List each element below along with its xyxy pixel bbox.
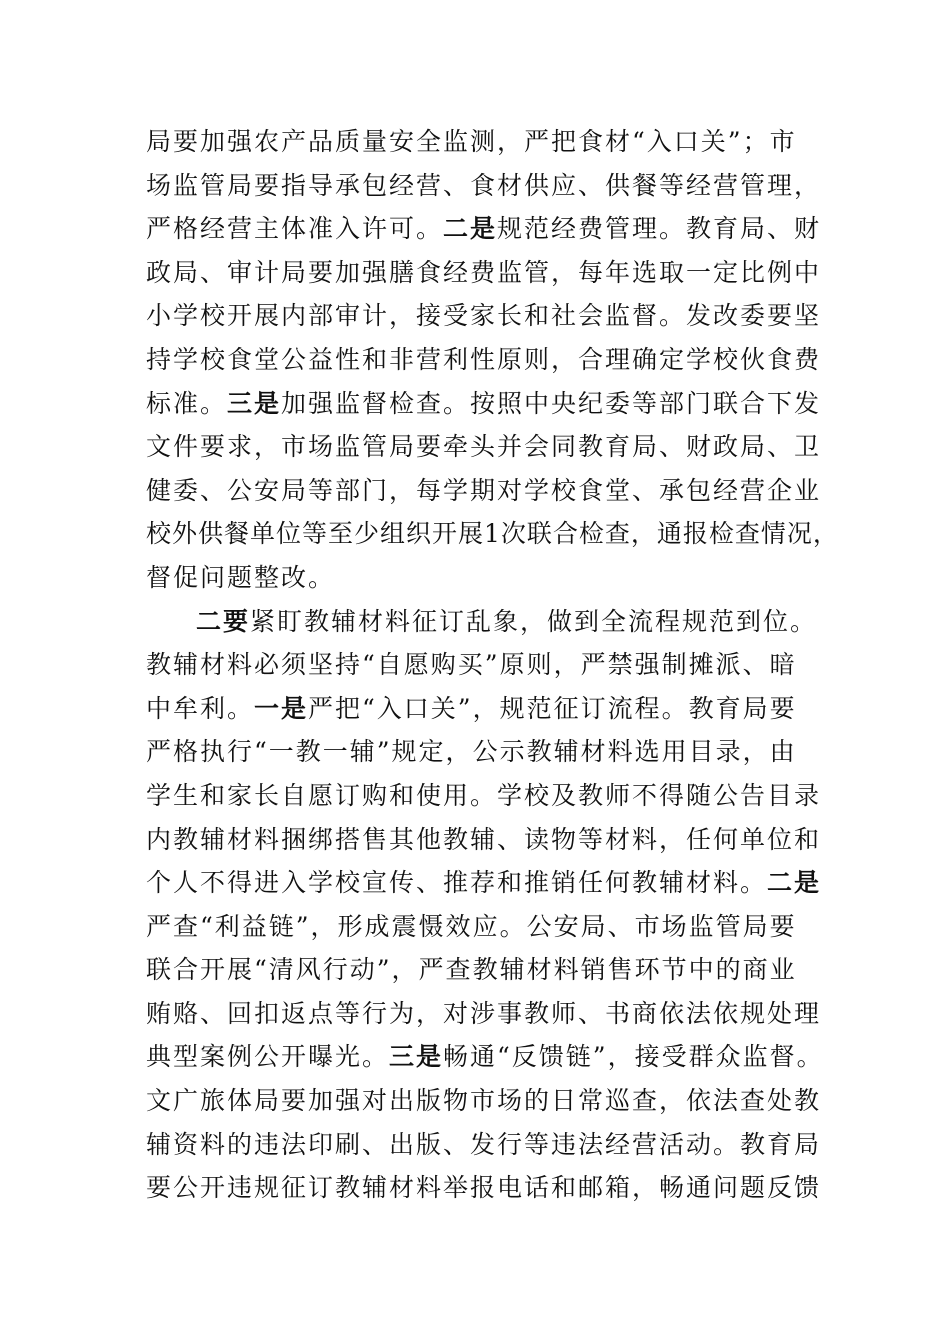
text-segment: 健委、公安局等部门，每学期对学校食堂、承包经营企业 [146, 475, 822, 505]
text-segment: 要公开违规征订教辅材料举报电话和邮箱，畅通问题反馈 [146, 1173, 822, 1203]
ordinal-emphasis: 二是 [443, 214, 498, 244]
text-segment: 文广旅体局要加强对出版物市场的日常巡查，依法查处教 [146, 1086, 822, 1116]
text-segment: 规范经费管理。教育局、财 [497, 214, 822, 244]
ordinal-emphasis: 一是 [254, 693, 309, 723]
text-segment: 典型案例公开曝光。 [146, 1042, 390, 1072]
text-segment: 严格经营主体准入许可。 [146, 214, 444, 244]
text-segment: 个人不得进入学校宣传、推荐和推销任何教辅材料。 [146, 868, 768, 898]
text-line [146, 556, 818, 600]
text-segment: 紧盯教辅材料征订乱象，做到全流程规范到位。 [250, 606, 818, 636]
ordinal-emphasis: 三是 [389, 1042, 444, 1072]
paragraph-heading-emphasis: 二要 [196, 606, 251, 636]
text-segment: 学生和家长自愿订购和使用。学校及教师不得随公告目录 [146, 780, 822, 810]
text-segment: 政局、审计局要加强膳食经费监管，每年选取一定比例中 [146, 257, 822, 287]
text-segment: 中牟利。 [146, 693, 255, 723]
body-text [146, 120, 839, 1210]
text-segment: 贿赂、回扣返点等行为，对涉事教师、书商依法依规处理 [146, 998, 822, 1028]
text-line [146, 120, 818, 164]
text-line [146, 425, 822, 469]
text-segment: 辅资料的违法印刷、出版、发行等违法经营活动。教育局 [146, 1129, 822, 1159]
text-line [146, 164, 822, 208]
text-line [146, 905, 818, 949]
text-line [146, 730, 818, 774]
text-line [146, 1123, 822, 1167]
ordinal-emphasis: 三是 [227, 388, 282, 418]
text-segment: 严把“入口关”，规范征订流程。教育局要 [308, 693, 797, 723]
text-segment: 持学校食堂公益性和非营利性原则，合理确定学校伙食费 [146, 344, 822, 374]
text-segment: 联合开展“清风行动”，严查教辅材料销售环节中的商业 [146, 955, 797, 985]
text-segment: 严查“利益链”，形成震慑效应。公安局、市场监管局要 [146, 911, 797, 941]
text-line [146, 1166, 822, 1210]
text-line [146, 861, 822, 905]
text-segment: 文件要求，市场监管局要牵头并会同教育局、财政局、卫 [146, 432, 822, 462]
text-line [146, 469, 822, 513]
text-line [146, 992, 822, 1036]
text-line [146, 818, 822, 862]
text-segment: 加强监督检查。按照中央纪委等部门联合下发 [281, 388, 822, 418]
text-segment: 局要加强农产品质量安全监测，严把食材“入口关”；市 [146, 127, 797, 156]
text-line [146, 1079, 822, 1123]
text-segment: 场监管局要指导承包经营、食材供应、供餐等经营管理， [146, 170, 822, 200]
text-line [146, 382, 822, 426]
text-line [146, 948, 818, 992]
text-segment: 教辅材料必须坚持“自愿购买”原则，严禁强制摊派、暗 [146, 650, 797, 680]
text-line [146, 774, 822, 818]
text-line [146, 1035, 824, 1079]
text-line [146, 687, 818, 731]
text-line [146, 294, 822, 338]
text-line [146, 207, 822, 251]
text-segment: 标准。 [146, 388, 228, 418]
ordinal-emphasis: 二是 [767, 868, 822, 898]
text-segment: 校外供餐单位等至少组织开展1次联合检查，通报检查情况， [146, 519, 839, 549]
text-line [146, 251, 822, 295]
text-segment: 严格执行“一教一辅”规定，公示教辅材料选用目录，由 [146, 737, 797, 767]
text-segment: 小学校开展内部审计，接受家长和社会监督。发改委要坚 [146, 301, 822, 331]
paragraph-start-line [146, 600, 818, 644]
text-segment: 内教辅材料捆绑搭售其他教辅、读物等材料，任何单位和 [146, 824, 822, 854]
text-line [146, 643, 818, 687]
text-line [146, 338, 822, 382]
text-line [146, 512, 839, 556]
text-segment: 畅通“反馈链”，接受群众监督。 [443, 1042, 824, 1072]
text-segment: 督促问题整改。 [146, 562, 336, 592]
